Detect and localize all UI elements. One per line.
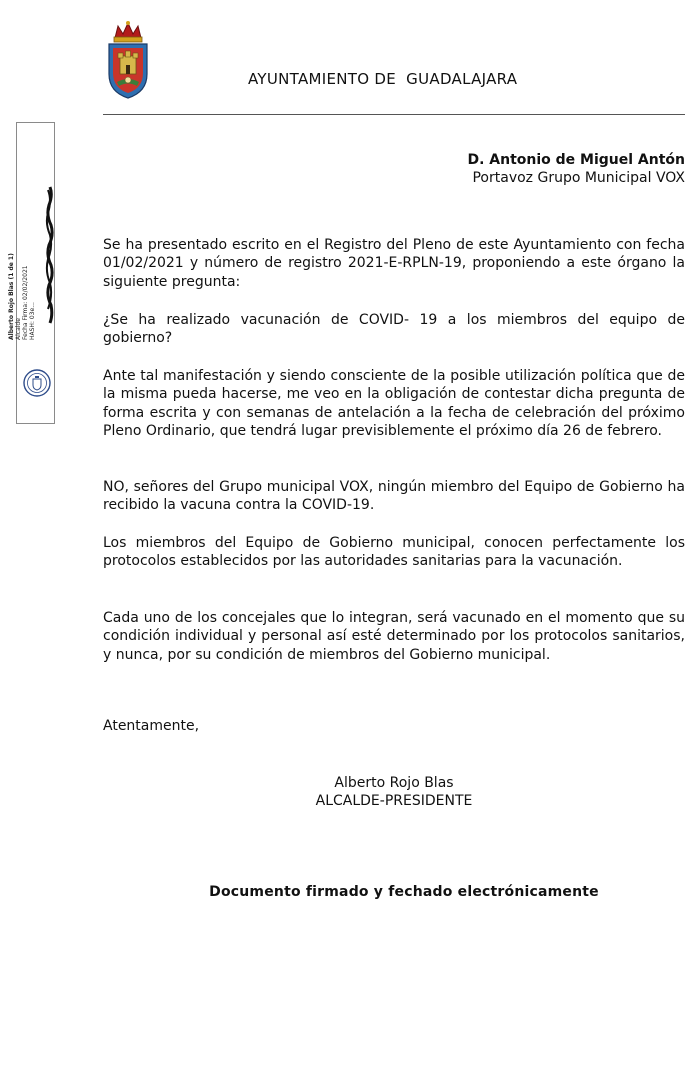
electronic-signature-note: Documento firmado y fechado electrónicamente [209,884,599,900]
organization-name: AYUNTAMIENTO DE GUADALAJARA [248,70,518,88]
recipient-block [467,151,685,187]
paragraph-registration: Se ha presentado escrito en el Registro del Pleno de este Ayuntamiento con fecha 01/02/2021 y número de registro 2021-E-RPLN-19, proponiendo a este órgano la siguiente pregunta: [103,237,685,290]
seal-icon [22,368,52,398]
stamp-hash: HASH: 03e... [29,302,36,340]
paragraph-question: ¿Se ha realizado vacunación de COVID- 19 a los miembros del equipo de gobierno? [103,312,685,347]
stamp-date: Fecha Firma: 02/02/2021 [22,265,29,340]
paragraph-context: Ante tal manifestación y siendo consciente de la posible utilización política que de la misma pueda hacerse, me veo en la obligación de contestar dicha pregunta de forma escrita y con semanas de antelación a la fecha de celebración del próximo Pleno Ordinario, que tendrá lugar previsiblemente el próximo día 26 de febrero. [103,368,685,439]
signatory-name: Alberto Rojo Blas [334,775,454,791]
signatory-block [294,774,494,810]
stamp-role: Alcalde [15,318,22,340]
municipal-crest-icon [103,20,153,100]
paragraph-protocols: Los miembros del Equipo de Gobierno municipal, conocen perfectamente los protocolos establecidos por las autoridades sanitarias para la vacunación. [103,535,685,570]
paragraph-answer: NO, señores del Grupo municipal VOX, ningún miembro del Equipo de Gobierno ha recibido la vacuna contra la COVID-19. [103,479,685,514]
recipient-name: D. Antonio de Miguel Antón [467,152,685,168]
header-divider [103,114,685,115]
redaction-scribble-icon [45,185,55,325]
signatory-title: ALCALDE-PRESIDENTE [315,793,473,809]
recipient-position: Portavoz Grupo Municipal VOX [472,170,685,186]
paragraph-vaccination: Cada uno de los concejales que lo integran, será vacunado en el momento que su condición individual y personal así esté determinado por los protocolos sanitarios, y nunca, por su condición de miembros del Gobierno municipal. [103,610,685,663]
closing-salutation: Atentamente, [103,718,200,734]
stamp-text-block [8,253,36,340]
stamp-signer: Alberto Rojo Blas (1 de 1) [8,253,15,340]
